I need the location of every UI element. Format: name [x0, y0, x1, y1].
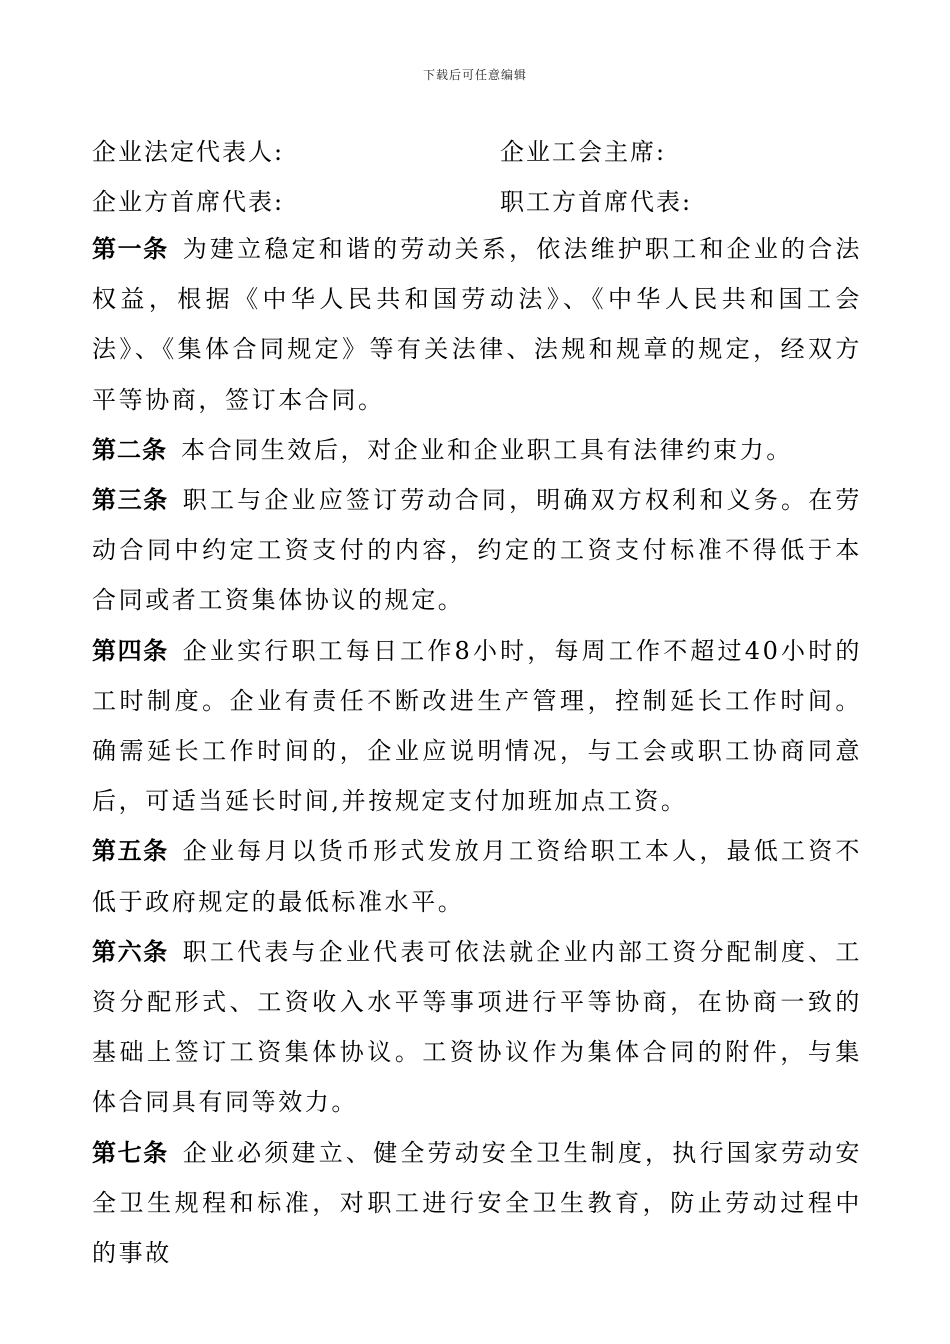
- signature-row-1: [92, 124, 862, 174]
- article-text: 职工与企业应签订劳动合同，明确双方权利和义务。在劳动合同中约定工资支付的内容，约定的工资支付标准不得低于本合同或者工资集体协议的规定。: [92, 486, 863, 615]
- article-number: 第五条: [92, 836, 169, 866]
- article-2: [92, 425, 862, 475]
- company-chief-rep-label: 企业方首席代表:: [92, 187, 285, 216]
- article-number: 第一条: [92, 234, 169, 263]
- article-number: 第四条: [92, 635, 169, 665]
- article-text: 为建立稳定和谐的劳动关系，依法维护职工和企业的合法权益，根据《中华人民共和国劳动法》、《中华人民共和国工会法》、《集体合同规定》等有关法律、法规和规章的规定，经双方平等协商，签订本合同。: [92, 235, 863, 414]
- page-header-note: 下载后可任意编辑: [422, 68, 527, 82]
- article-6: [92, 927, 862, 1128]
- document-body: [92, 124, 862, 1278]
- article-text: 本合同生效后，对企业和企业职工具有法律约束力。: [181, 435, 793, 464]
- article-text: 企业每月以货币形式发放月工资给职工本人，最低工资不低于政府规定的最低标准水平。: [92, 837, 863, 916]
- article-1: [92, 224, 862, 425]
- article-4: [92, 626, 862, 827]
- signature-row-2: [92, 174, 862, 224]
- article-number: 第三条: [92, 485, 169, 515]
- article-number: 第六条: [92, 936, 169, 966]
- article-text: 职工代表与企业代表可依法就企业内部工资分配制度、工资分配形式、工资收入水平等事项进行平等协商，在协商一致的基础上签订工资集体协议。工资协议作为集体合同的附件，与集体合同具有同等效力。: [92, 937, 863, 1117]
- legal-representative-label: 企业法定代表人:: [92, 137, 285, 166]
- union-chair-label: 企业工会主席:: [500, 137, 667, 166]
- article-5: [92, 826, 862, 926]
- worker-chief-rep-label: 职工方首席代表:: [500, 187, 693, 216]
- article-3: [92, 475, 862, 626]
- article-number: 第七条: [92, 1137, 169, 1167]
- article-number: 第二条: [92, 434, 167, 464]
- article-text: 企业必须建立、健全劳动安全卫生制度，执行国家劳动安全卫生规程和标准，对职工进行安全卫生教育，防止劳动过程中的事故: [92, 1138, 863, 1268]
- article-text: 企业实行职工每日工作8小时，每周工作不超过40小时的工时制度。企业有责任不断改进生产管理，控制延长工作时间。确需延长工作时间的，企业应说明情况，与工会或职工协商同意后，可适当延长时间,并按规定支付加班加点工资。: [92, 636, 862, 816]
- article-7: [92, 1128, 862, 1279]
